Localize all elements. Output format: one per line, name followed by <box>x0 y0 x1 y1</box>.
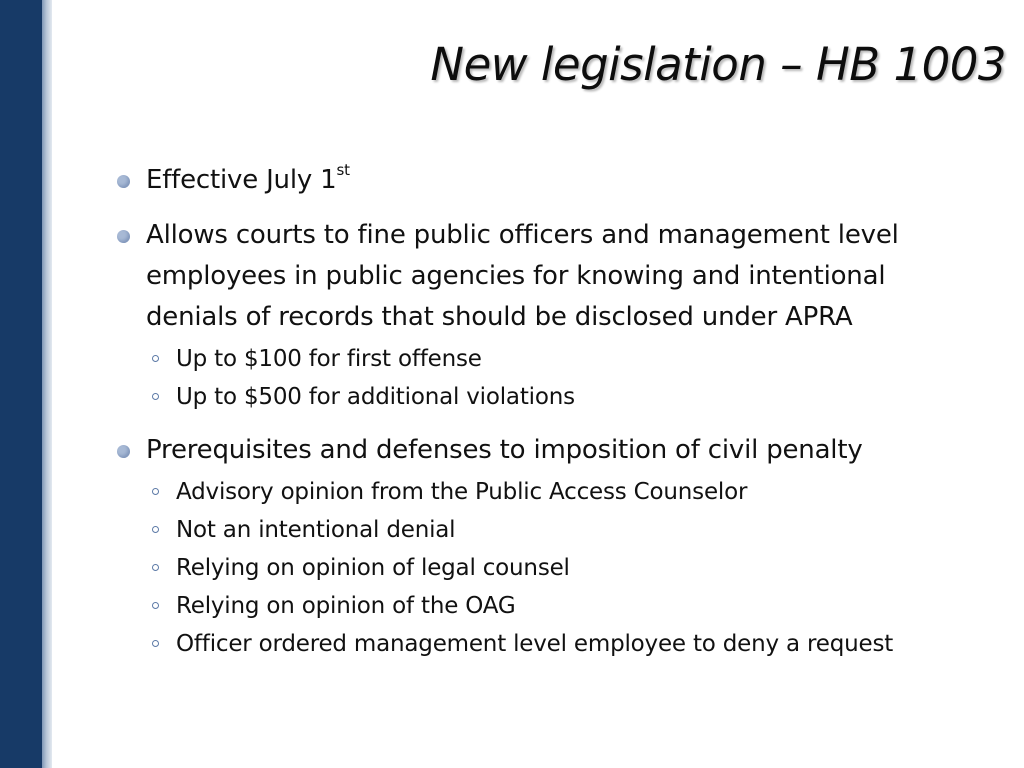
sub-bullet-item <box>146 549 984 587</box>
sub-bullet-icon <box>152 640 159 647</box>
sub-bullet-item <box>146 625 984 663</box>
slide-title: New legislation – HB 1003 <box>430 38 1006 91</box>
bullet-item <box>114 430 984 663</box>
sub-bullet-icon <box>152 393 159 400</box>
sub-bullet-icon <box>152 602 159 609</box>
bullet-text: Effective July 1 <box>146 165 337 195</box>
sidebar-band <box>0 0 42 768</box>
bullet-text: Allows courts to fine public officers and management level employees in public agencies for knowing and intentional denials of records that should be disclosed under APRA <box>146 220 899 332</box>
sub-bullet-text: Up to $500 for additional violations <box>176 384 575 410</box>
bullet-text: Prerequisites and defenses to imposition of civil penalty <box>146 435 863 465</box>
sub-bullet-text: Advisory opinion from the Public Access Counselor <box>176 479 748 505</box>
sub-bullet-icon <box>152 488 159 495</box>
bullet-list <box>114 160 984 663</box>
bullet-superscript: st <box>336 161 350 180</box>
sidebar-accent-stripe <box>42 0 52 768</box>
sub-bullet-item <box>146 340 984 378</box>
sub-bullet-text: Up to $100 for first offense <box>176 346 482 372</box>
sub-bullet-text: Relying on opinion of legal counsel <box>176 555 570 581</box>
sub-bullet-item <box>146 473 984 511</box>
sub-bullet-icon <box>152 564 159 571</box>
sub-bullet-text: Officer ordered management level employee to deny a request <box>176 631 894 657</box>
bullet-icon <box>117 175 130 188</box>
sub-bullet-item <box>146 587 984 625</box>
bullet-icon <box>117 445 130 458</box>
sub-bullet-item <box>146 378 984 416</box>
sub-bullet-list <box>146 340 984 416</box>
sub-bullet-item <box>146 511 984 549</box>
bullet-icon <box>117 230 130 243</box>
sub-bullet-text: Not an intentional denial <box>176 517 456 543</box>
sub-bullet-text: Relying on opinion of the OAG <box>176 593 516 619</box>
sub-bullet-icon <box>152 355 159 362</box>
sub-bullet-list <box>146 473 984 663</box>
bullet-item <box>114 215 984 416</box>
bullet-item <box>114 160 984 201</box>
sub-bullet-icon <box>152 526 159 533</box>
